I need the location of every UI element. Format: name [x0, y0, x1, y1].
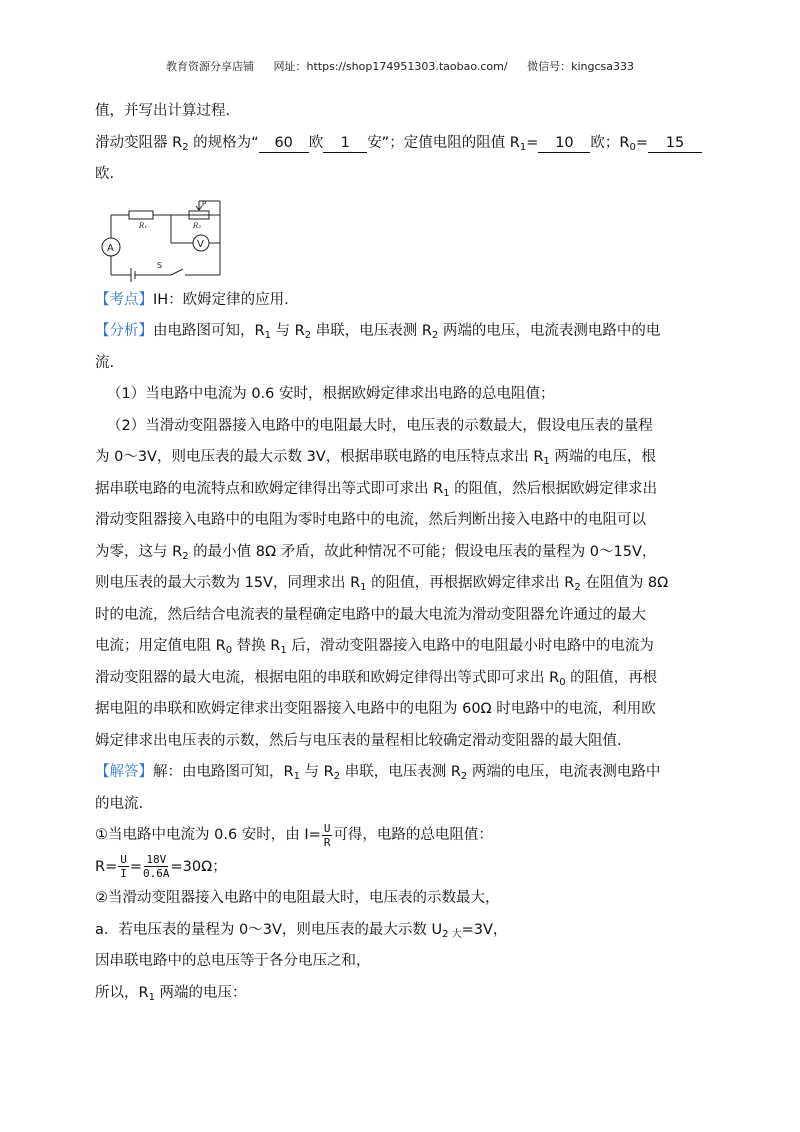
fraction-values: $\frac{18V}{0.6A}$: [143, 853, 170, 880]
fraction-u-over-r: $\frac{U}{R}$: [323, 821, 331, 849]
fenxi-line: 【分析】由电路图可知，$R_1$ 与 $R_2$ 串联，电压表测 $R_2$ 两端的电压，电流表测电路中的电: [95, 323, 661, 341]
kaodian-tag: 【考点】: [95, 291, 153, 308]
label-r2: R₂: [193, 221, 202, 230]
answer-blank-r2-amp: 1: [323, 134, 367, 153]
answer-blank-r2-ohm: 60: [259, 134, 309, 153]
kaodian-line: 【考点】IH：欧姆定律的应用.: [95, 291, 289, 308]
text-line: （1）当电路中电流为 0.6 安时，根据欧姆定律求出电路的总电阻值；: [107, 386, 555, 402]
text-line: 的电流.: [95, 795, 144, 812]
text-line: 滑动变阻器接入电路中的电阻为零时电路中的电流，然后判断出接入电路中的电阻可以: [95, 512, 646, 528]
text-line: 欧.: [95, 166, 115, 182]
text-line: 时的电流，然后结合电流表的量程确定电路中的最大电流为滑动变阻器允许通过的最大: [95, 606, 646, 623]
circuit-diagram: [95, 195, 235, 285]
jieda-line: 【解答】解：由电路图可知，$R_1$ 与 $R_2$ 串联，电压表测 $R_2$ 两端的电压，电流表测电路中: [95, 764, 661, 782]
answer-blank-r1: 10: [538, 134, 590, 153]
answer-blank-r0: 15: [648, 134, 702, 153]
text-line: 据电阻的串联和欧姆定律求出变阻器接入电路中的电阻为 60Ω 时电路中的电流，利用欧: [95, 701, 656, 717]
document-body: [95, 96, 715, 1009]
text-line: 值，并写出计算过程.: [95, 103, 231, 119]
formula-line: R= $\frac{U}{I}$ = $\frac{18V}{0.6A}$ =30Ω；: [95, 853, 227, 880]
spec-line: 滑动变阻器 $R_2$ 的规格为“ 60 欧 1 安”；定值电阻的阻值 $R_1= 10$ 欧；$R_0= 15$: [95, 128, 715, 160]
text-line: 因串联电路中的总电压等于各分电压之和，: [95, 953, 371, 969]
shop-name: 教育资源分享店铺: [166, 60, 254, 73]
fraction-u-over-i: $\frac{U}{I}$: [120, 853, 127, 880]
text-line: 流.: [95, 354, 115, 371]
text-line: ②当滑动变阻器接入电路中的电阻最大时，电压表的示数最大，: [95, 890, 500, 906]
text-line: 滑动变阻器的最大电流，根据电阻的串联和欧姆定律得出等式即可求出 $R_0$ 的阻值，再根: [95, 669, 658, 688]
text-line: 电流；用定值电阻 $R_0$ 替换 $R_1$ 后，滑动变阻器接入电路中的电阻最小时电路中的电流为: [95, 638, 654, 656]
voltmeter-label: V: [197, 238, 204, 250]
jieda-tag: 【解答】: [95, 764, 153, 780]
text-line: a．若电压表的量程为 0～3V，则电压表的最大示数 $U_{2 大}=3V$，: [95, 921, 508, 940]
text-line: 姆定律求出电压表的示数，然后与电压表的量程相比较确定滑动变阻器的最大阻值.: [95, 732, 622, 749]
text-line: 为 0～3V，则电压表的最大示数 3V，根据串联电路的电压特点求出 $R_1$ 两端的电压，根: [95, 449, 656, 467]
text-line: 则电压表的最大示数为 15V，同理求出 $R_1$ 的阻值，再根据欧姆定律求出 $R_2$ 在阻值为 8Ω: [95, 575, 669, 593]
text-line: 据串联电路的电流特点和欧姆定律得出等式即可求出 $R_1$ 的阻值，然后根据欧姆定律求出: [95, 480, 658, 499]
wechat-info: 微信号：kingcsa333: [527, 60, 634, 73]
text-line: 所以，$R_1$ 两端的电压：: [95, 984, 247, 1003]
page-header: [0, 58, 800, 74]
ammeter-label: A: [107, 242, 114, 254]
site-info: 网址：https://shop174951303.taobao.com/: [273, 60, 508, 73]
label-p: P: [202, 199, 207, 208]
label-r1: R₁: [139, 221, 148, 230]
switch-label: S: [157, 260, 163, 270]
step-1-line: ①当电路中电流为 0.6 安时，由 I= $\frac{U}{R}$ 可得，电路的总电阻值：: [95, 821, 493, 849]
fenxi-tag: 【分析】: [95, 323, 153, 339]
text-line: （2）当滑动变阻器接入电路中的电阻最大时，电压表的示数最大，假设电压表的量程: [107, 417, 653, 434]
text-line: 为零，这与 $R_2$ 的最小值 8Ω 矛盾，故此种情况不可能；假设电压表的量程为 0～15V，: [95, 543, 657, 562]
site-url[interactable]: https://shop174951303.taobao.com/: [306, 60, 508, 73]
